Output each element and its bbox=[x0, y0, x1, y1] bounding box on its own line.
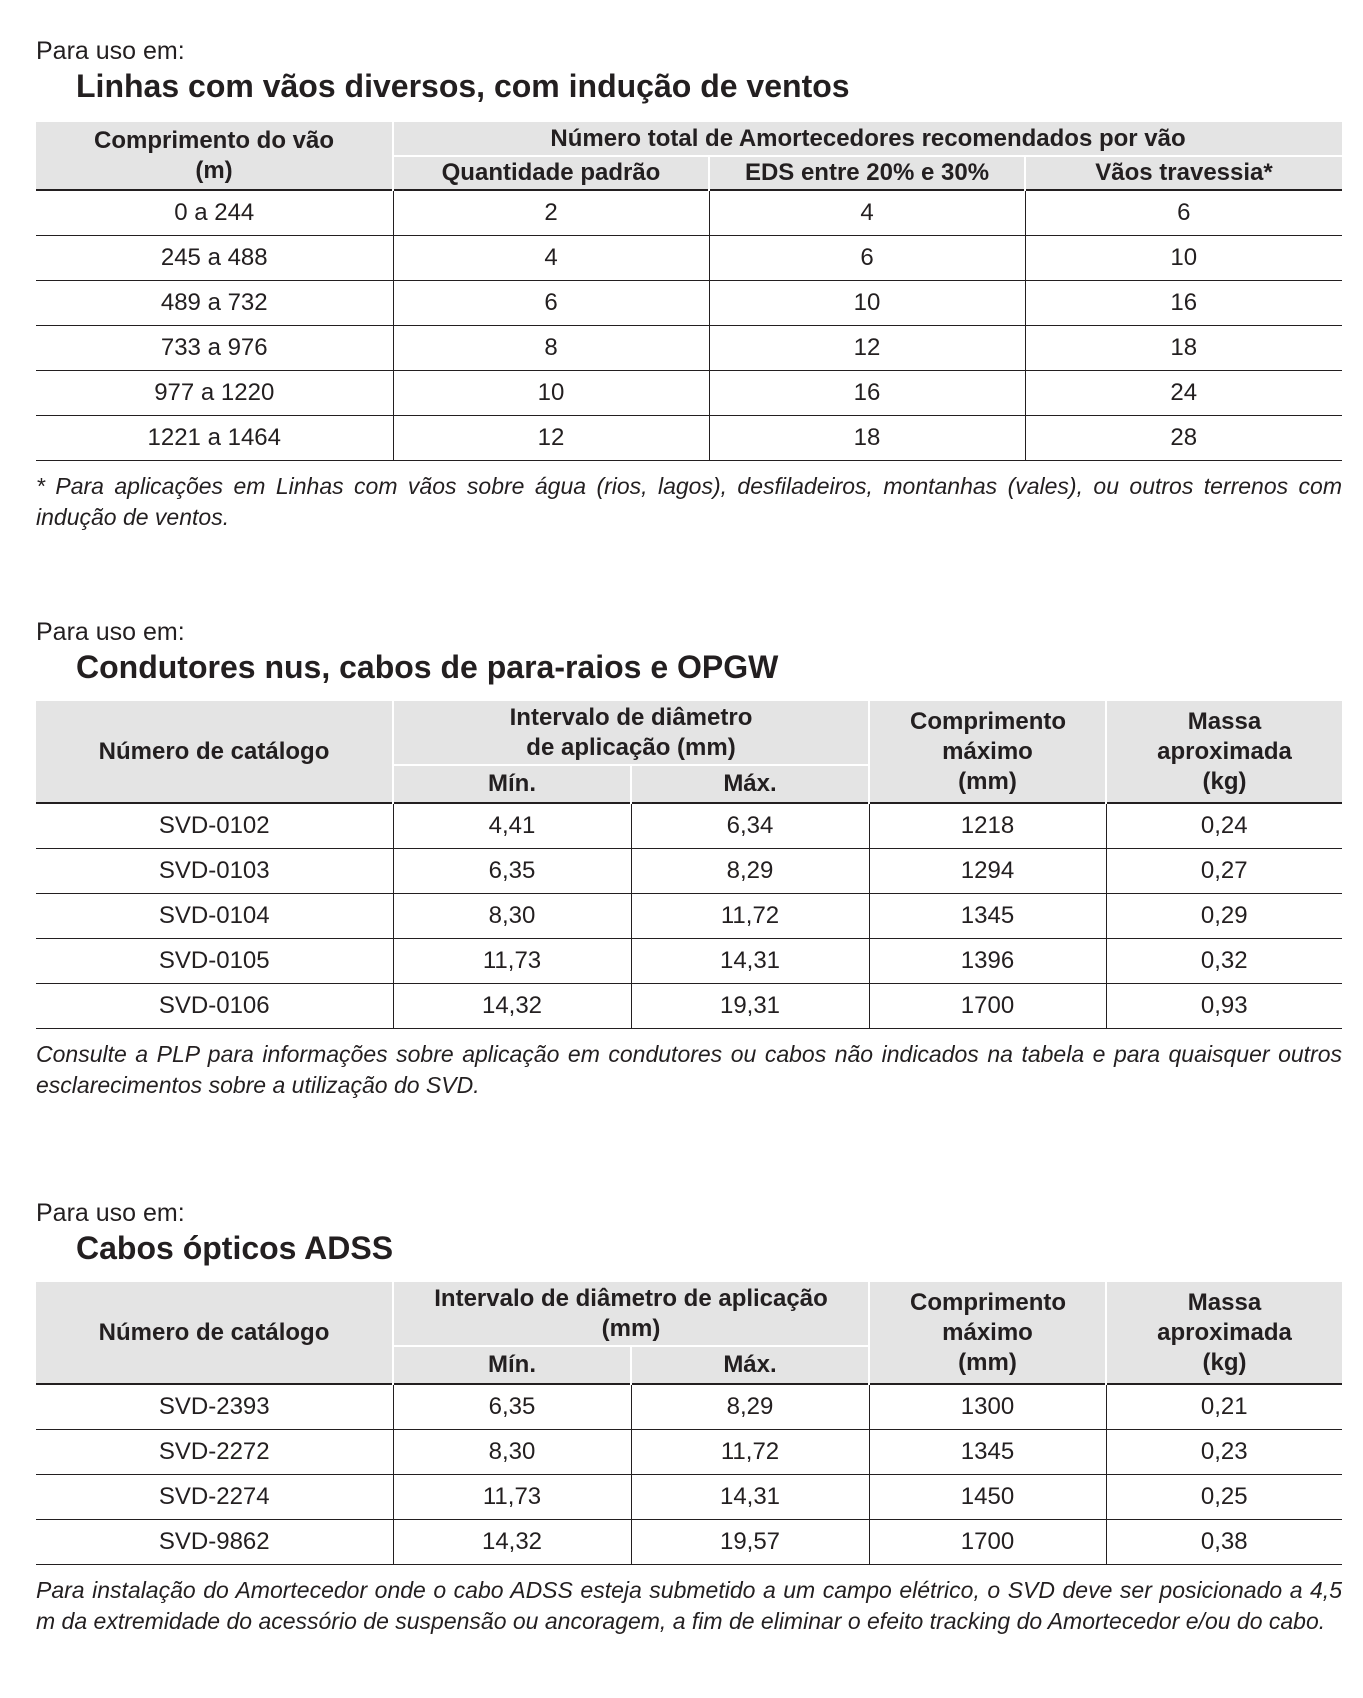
standard-qty-cell: 10 bbox=[393, 371, 709, 416]
standard-qty-cell: 2 bbox=[393, 190, 709, 236]
max-diameter-cell: 19,57 bbox=[631, 1520, 869, 1565]
eds-cell: 4 bbox=[709, 190, 1025, 236]
header-eds: EDS entre 20% e 30% bbox=[709, 156, 1025, 190]
section-adss-cables bbox=[36, 1198, 1342, 1637]
min-diameter-cell: 8,30 bbox=[393, 1430, 631, 1475]
table-row bbox=[36, 1520, 1342, 1565]
span-range-cell: 977 a 1220 bbox=[36, 371, 393, 416]
max-length-cell: 1700 bbox=[869, 1520, 1106, 1565]
catalog-number-cell: SVD-0104 bbox=[36, 894, 393, 939]
header-catalog-number: Número de catálogo bbox=[36, 1282, 393, 1384]
table-row bbox=[36, 281, 1342, 326]
adss-catalog-table bbox=[36, 1282, 1342, 1565]
max-length-cell: 1218 bbox=[869, 803, 1106, 849]
table-footnote: * Para aplicações em Linhas com vãos sobre água (rios, lagos), desfiladeiros, montanhas (vales), ou outros terrenos com indução de ventos. bbox=[36, 473, 1342, 530]
header-approx-mass: Massa aproximada (kg) bbox=[1106, 1282, 1342, 1384]
min-diameter-cell: 4,41 bbox=[393, 803, 631, 849]
min-diameter-cell: 11,73 bbox=[393, 1475, 631, 1520]
conductor-catalog-table bbox=[36, 701, 1342, 1029]
max-diameter-cell: 11,72 bbox=[631, 894, 869, 939]
mass-cell: 0,29 bbox=[1106, 894, 1342, 939]
table-footnote: Para instalação do Amortecedor onde o cabo ADSS esteja submetido a um campo elétrico, o SVD deve ser posicionado a 4,5 m da extremidade do acessório de suspensão ou ancoragem, a fim de eliminar o efeito tracking do Amortecedor e/ou do cabo. bbox=[36, 1577, 1342, 1634]
table-row bbox=[36, 803, 1342, 849]
max-length-cell: 1300 bbox=[869, 1384, 1106, 1430]
max-diameter-cell: 11,72 bbox=[631, 1430, 869, 1475]
header-max-length: Comprimento máximo (mm) bbox=[869, 1282, 1106, 1384]
table-row bbox=[36, 1475, 1342, 1520]
eds-cell: 18 bbox=[709, 416, 1025, 461]
max-length-cell: 1294 bbox=[869, 849, 1106, 894]
mass-cell: 0,25 bbox=[1106, 1475, 1342, 1520]
crossing-cell: 10 bbox=[1025, 236, 1342, 281]
span-range-cell: 0 a 244 bbox=[36, 190, 393, 236]
table-row bbox=[36, 236, 1342, 281]
section-kicker: Para uso em: bbox=[36, 618, 185, 646]
catalog-number-cell: SVD-2393 bbox=[36, 1384, 393, 1430]
header-catalog-number: Número de catálogo bbox=[36, 701, 393, 803]
crossing-cell: 6 bbox=[1025, 190, 1342, 236]
header-standard-qty: Quantidade padrão bbox=[393, 156, 709, 190]
header-crossing-spans: Vãos travessia* bbox=[1025, 156, 1342, 190]
table-row bbox=[36, 190, 1342, 236]
header-dampers-group: Número total de Amortecedores recomendados por vão bbox=[393, 122, 1342, 156]
table-row bbox=[36, 939, 1342, 984]
span-range-cell: 245 a 488 bbox=[36, 236, 393, 281]
mass-cell: 0,27 bbox=[1106, 849, 1342, 894]
span-range-cell: 489 a 732 bbox=[36, 281, 393, 326]
header-max: Máx. bbox=[631, 765, 869, 803]
table-row bbox=[36, 416, 1342, 461]
eds-cell: 6 bbox=[709, 236, 1025, 281]
section-kicker: Para uso em: bbox=[36, 1199, 185, 1227]
mass-cell: 0,23 bbox=[1106, 1430, 1342, 1475]
min-diameter-cell: 6,35 bbox=[393, 849, 631, 894]
max-length-cell: 1396 bbox=[869, 939, 1106, 984]
table-row bbox=[36, 371, 1342, 416]
max-length-cell: 1700 bbox=[869, 984, 1106, 1029]
header-min: Mín. bbox=[393, 765, 631, 803]
crossing-cell: 24 bbox=[1025, 371, 1342, 416]
catalog-number-cell: SVD-0106 bbox=[36, 984, 393, 1029]
standard-qty-cell: 8 bbox=[393, 326, 709, 371]
max-diameter-cell: 14,31 bbox=[631, 1475, 869, 1520]
section-title: Linhas com vãos diversos, com indução de ventos bbox=[76, 68, 850, 104]
section-bare-conductors bbox=[36, 617, 1342, 1101]
catalog-number-cell: SVD-2274 bbox=[36, 1475, 393, 1520]
catalog-number-cell: SVD-9862 bbox=[36, 1520, 393, 1565]
standard-qty-cell: 12 bbox=[393, 416, 709, 461]
max-diameter-cell: 8,29 bbox=[631, 1384, 869, 1430]
header-min: Mín. bbox=[393, 1346, 631, 1384]
table-footnote: Consulte a PLP para informações sobre aplicação em condutores ou cabos não indicados na tabela e para quaisquer outros esclarecimentos sobre a utilização do SVD. bbox=[36, 1041, 1342, 1098]
catalog-number-cell: SVD-0102 bbox=[36, 803, 393, 849]
max-length-cell: 1345 bbox=[869, 894, 1106, 939]
crossing-cell: 18 bbox=[1025, 326, 1342, 371]
catalog-number-cell: SVD-2272 bbox=[36, 1430, 393, 1475]
max-diameter-cell: 14,31 bbox=[631, 939, 869, 984]
eds-cell: 12 bbox=[709, 326, 1025, 371]
table-row bbox=[36, 984, 1342, 1029]
section-span-lines bbox=[36, 36, 1342, 533]
header-diameter-range: Intervalo de diâmetro de aplicação (mm) bbox=[393, 701, 869, 765]
standard-qty-cell: 6 bbox=[393, 281, 709, 326]
section-kicker: Para uso em: bbox=[36, 37, 185, 65]
mass-cell: 0,38 bbox=[1106, 1520, 1342, 1565]
header-max: Máx. bbox=[631, 1346, 869, 1384]
table-row bbox=[36, 326, 1342, 371]
min-diameter-cell: 6,35 bbox=[393, 1384, 631, 1430]
max-length-cell: 1345 bbox=[869, 1430, 1106, 1475]
catalog-number-cell: SVD-0103 bbox=[36, 849, 393, 894]
table-row bbox=[36, 1384, 1342, 1430]
header-approx-mass: Massa aproximada (kg) bbox=[1106, 701, 1342, 803]
mass-cell: 0,21 bbox=[1106, 1384, 1342, 1430]
section-title: Condutores nus, cabos de para-raios e OPGW bbox=[76, 649, 779, 685]
max-length-cell: 1450 bbox=[869, 1475, 1106, 1520]
mass-cell: 0,93 bbox=[1106, 984, 1342, 1029]
table-row bbox=[36, 1430, 1342, 1475]
span-range-cell: 1221 a 1464 bbox=[36, 416, 393, 461]
catalog-number-cell: SVD-0105 bbox=[36, 939, 393, 984]
mass-cell: 0,32 bbox=[1106, 939, 1342, 984]
standard-qty-cell: 4 bbox=[393, 236, 709, 281]
eds-cell: 16 bbox=[709, 371, 1025, 416]
span-range-cell: 733 a 976 bbox=[36, 326, 393, 371]
min-diameter-cell: 14,32 bbox=[393, 1520, 631, 1565]
eds-cell: 10 bbox=[709, 281, 1025, 326]
max-diameter-cell: 8,29 bbox=[631, 849, 869, 894]
section-title: Cabos ópticos ADSS bbox=[76, 1230, 394, 1266]
crossing-cell: 28 bbox=[1025, 416, 1342, 461]
dampers-per-span-table bbox=[36, 122, 1342, 461]
header-diameter-range: Intervalo de diâmetro de aplicação (mm) bbox=[393, 1282, 869, 1346]
crossing-cell: 16 bbox=[1025, 281, 1342, 326]
table-row bbox=[36, 894, 1342, 939]
header-span-length: Comprimento do vão (m) bbox=[36, 122, 393, 190]
max-diameter-cell: 6,34 bbox=[631, 803, 869, 849]
mass-cell: 0,24 bbox=[1106, 803, 1342, 849]
header-max-length: Comprimento máximo (mm) bbox=[869, 701, 1106, 803]
min-diameter-cell: 14,32 bbox=[393, 984, 631, 1029]
max-diameter-cell: 19,31 bbox=[631, 984, 869, 1029]
min-diameter-cell: 11,73 bbox=[393, 939, 631, 984]
min-diameter-cell: 8,30 bbox=[393, 894, 631, 939]
table-row bbox=[36, 849, 1342, 894]
